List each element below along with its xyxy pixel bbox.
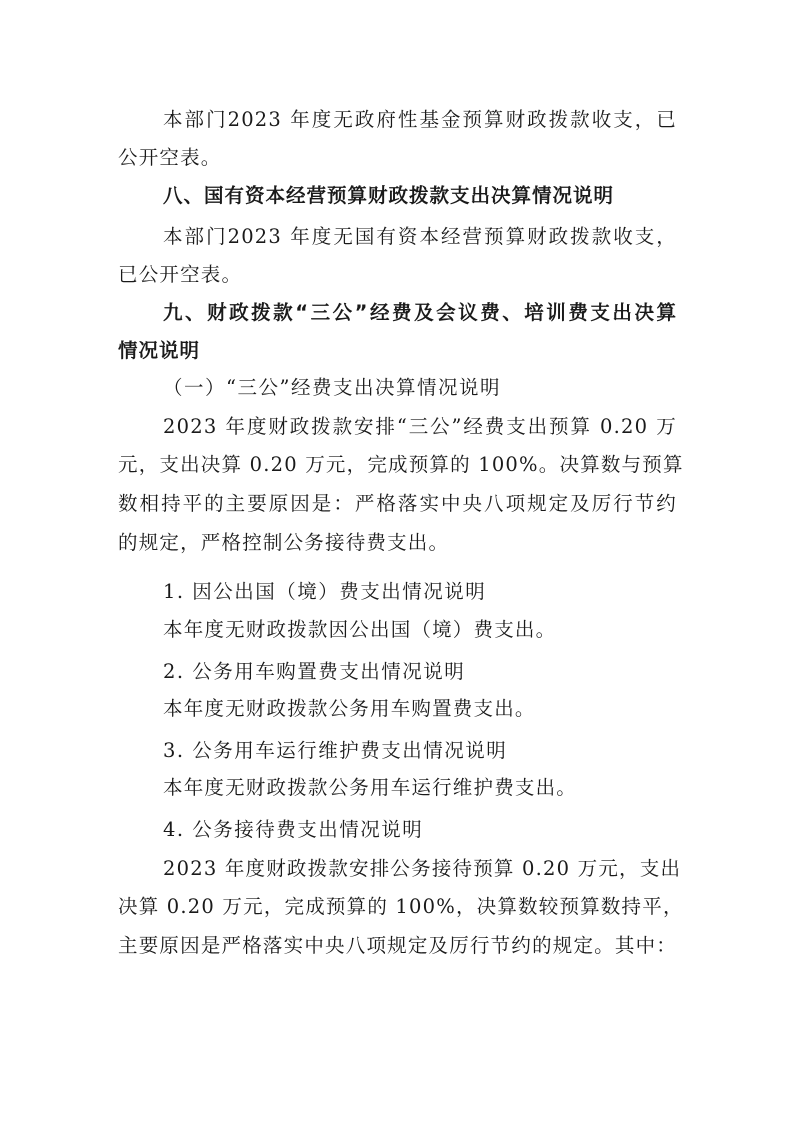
body-line: 2023 年度财政拨款安排“三公”经费支出预算 0.20 万	[163, 415, 677, 438]
item-body: 本年度无财政拨款公务用车购置费支出。	[163, 697, 536, 720]
body-line: 数相持平的主要原因是：严格落实中央八项规定及厉行节约	[118, 492, 677, 515]
item-title: 2. 公务用车购置费支出情况说明	[163, 660, 466, 683]
body-line: 已公开空表。	[118, 263, 243, 286]
item-title: 1. 因公出国（境）费支出情况说明	[163, 580, 487, 603]
section-heading-9-cont: 情况说明	[118, 339, 201, 362]
body-line: 元，支出决算 0.20 万元，完成预算的 100%。决算数与预算	[118, 453, 684, 476]
section-heading-9: 九、财政拨款“三公”经费及会议费、培训费支出决算	[163, 301, 677, 324]
section-heading-8: 八、国有资本经营预算财政拨款支出决算情况说明	[163, 184, 615, 207]
body-line: 本部门2023 年度无国有资本经营预算财政拨款收支，	[163, 225, 677, 248]
item-body: 本年度无财政拨款因公出国（境）费支出。	[163, 618, 557, 641]
body-line: 公开空表。	[118, 146, 222, 169]
body-line: 的规定，严格控制公务接待费支出。	[118, 531, 450, 554]
body-line: 主要原因是严格落实中央八项规定及厉行节约的规定。其中：	[118, 934, 677, 957]
body-line: 决算 0.20 万元，完成预算的 100%，决算数较预算数持平，	[118, 895, 684, 918]
body-line: 2023 年度财政拨款安排公务接待预算 0.20 万元，支出	[163, 857, 682, 880]
subsection-heading: （一）“三公”经费支出决算情况说明	[163, 376, 501, 399]
item-body: 本年度无财政拨款公务用车运行维护费支出。	[163, 776, 578, 799]
body-line: 本部门2023 年度无政府性基金预算财政拨款收支，已	[163, 108, 677, 131]
item-title: 4. 公务接待费支出情况说明	[163, 818, 424, 841]
item-title: 3. 公务用车运行维护费支出情况说明	[163, 739, 508, 762]
